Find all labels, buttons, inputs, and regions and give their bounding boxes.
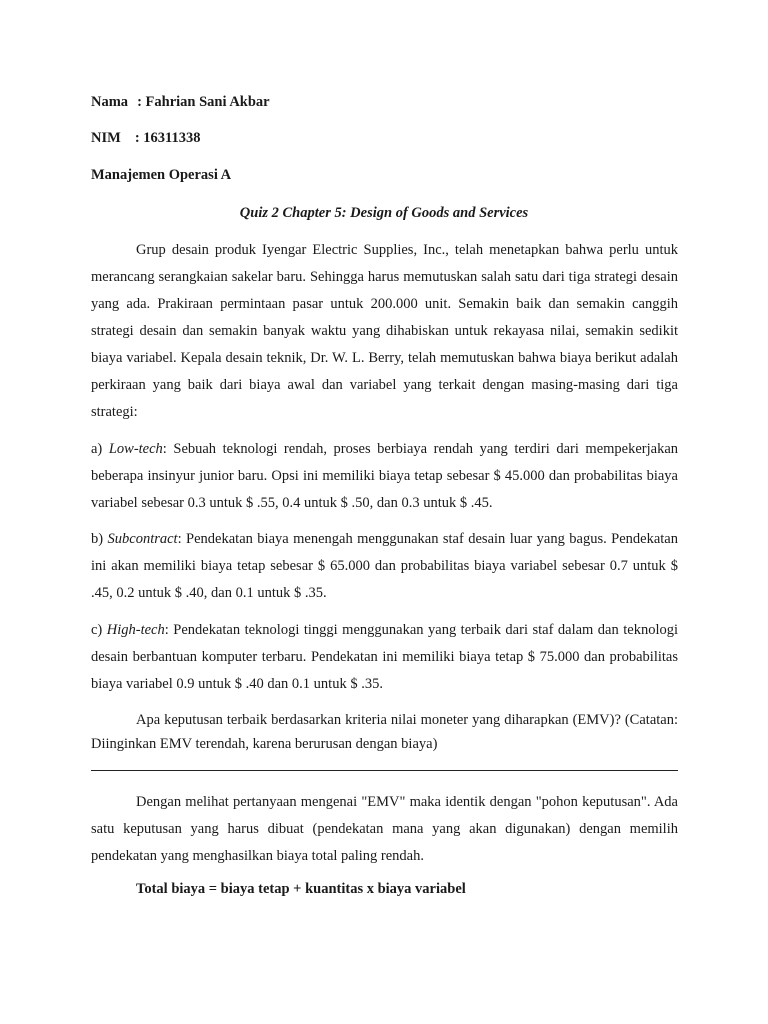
option-subcontract (91, 526, 678, 607)
option-prefix: c) (91, 622, 107, 638)
option-low-tech (91, 436, 678, 517)
student-id-line (91, 130, 200, 147)
option-term: High-tech (106, 622, 165, 638)
question-text: Apa keputusan terbaik berdasarkan kriteria nilai moneter yang diharapkan (EMV)? (Catatan: Diinginkan EMV terendah, karena berurusan dengan biaya) (91, 712, 678, 752)
cost-formula: Total biaya = biaya tetap + kuantitas x biaya variabel (136, 881, 466, 897)
student-name-line (91, 94, 270, 111)
student-name: : Fahrian Sani Akbar (137, 94, 270, 110)
problem-intro: Grup desain produk Iyengar Electric Supplies, Inc., telah menetapkan bahwa perlu untuk merancang serangkaian sakelar baru. Sehingga harus memutuskan salah satu dari tiga strategi desain yang ada. Prakiraan permintaan pasar untuk 200.000 unit. Semakin baik dan semakin canggih strategi desain dan semakin banyak waktu yang dihabiskan untuk rekayasa nilai, semakin sedikit biaya variabel. Kepala desain teknik, Dr. W. L. Berry, telah memutuskan bahwa biaya berikut adalah perkiraan yang baik dari biaya awal dan variabel yang terkait dengan masing-masing dari tiga strategi: (91, 242, 678, 420)
option-prefix: a) (91, 441, 109, 457)
option-term: Low-tech (108, 441, 163, 457)
section-divider (91, 770, 678, 771)
answer-intro: Dengan melihat pertanyaan mengenai "EMV" maka identik dengan "pohon keputusan". Ada satu keputusan yang harus dibuat (pendekatan mana yang akan digunakan) dengan memilih pendekatan yang menghasilkan biaya total paling rendah. (91, 794, 678, 864)
option-text: : Sebuah teknologi rendah, proses berbiaya rendah yang terdiri dari mempekerjakan beberapa insinyur junior baru. Opsi ini memiliki biaya tetap sebesar $ 45.000 dan probabilitas biaya variabel sebesar 0.3 untuk $ .55, 0.4 untuk $ .50, dan 0.3 untuk $ .45. (91, 441, 679, 511)
quiz-title: Quiz 2 Chapter 5: Design of Goods and Services (239, 205, 529, 221)
student-id: : 16311338 (134, 130, 201, 146)
option-term: Subcontract (107, 531, 178, 547)
option-high-tech (91, 617, 678, 698)
option-text: : Pendekatan biaya menengah menggunakan staf desain luar yang bagus. Pendekatan ini akan memiliki biaya tetap sebesar $ 65.000 dan probabilitas biaya variabel sebesar 0.7 untuk $ .45, 0.2 untuk $ .40, dan 0.1 untuk $ .35. (91, 531, 678, 601)
option-prefix: b) (91, 531, 108, 547)
option-text: : Pendekatan teknologi tinggi menggunakan yang terbaik dari staf dalam dan teknologi desain berbantuan komputer terbaru. Pendekatan ini memiliki biaya tetap $ 75.000 dan probabilitas biaya variabel 0.9 untuk $ .40 dan 0.1 untuk $ .35. (91, 622, 679, 692)
nim-label: NIM (91, 130, 121, 146)
name-label: Nama (91, 94, 129, 110)
course-name: Manajemen Operasi A (91, 167, 232, 183)
